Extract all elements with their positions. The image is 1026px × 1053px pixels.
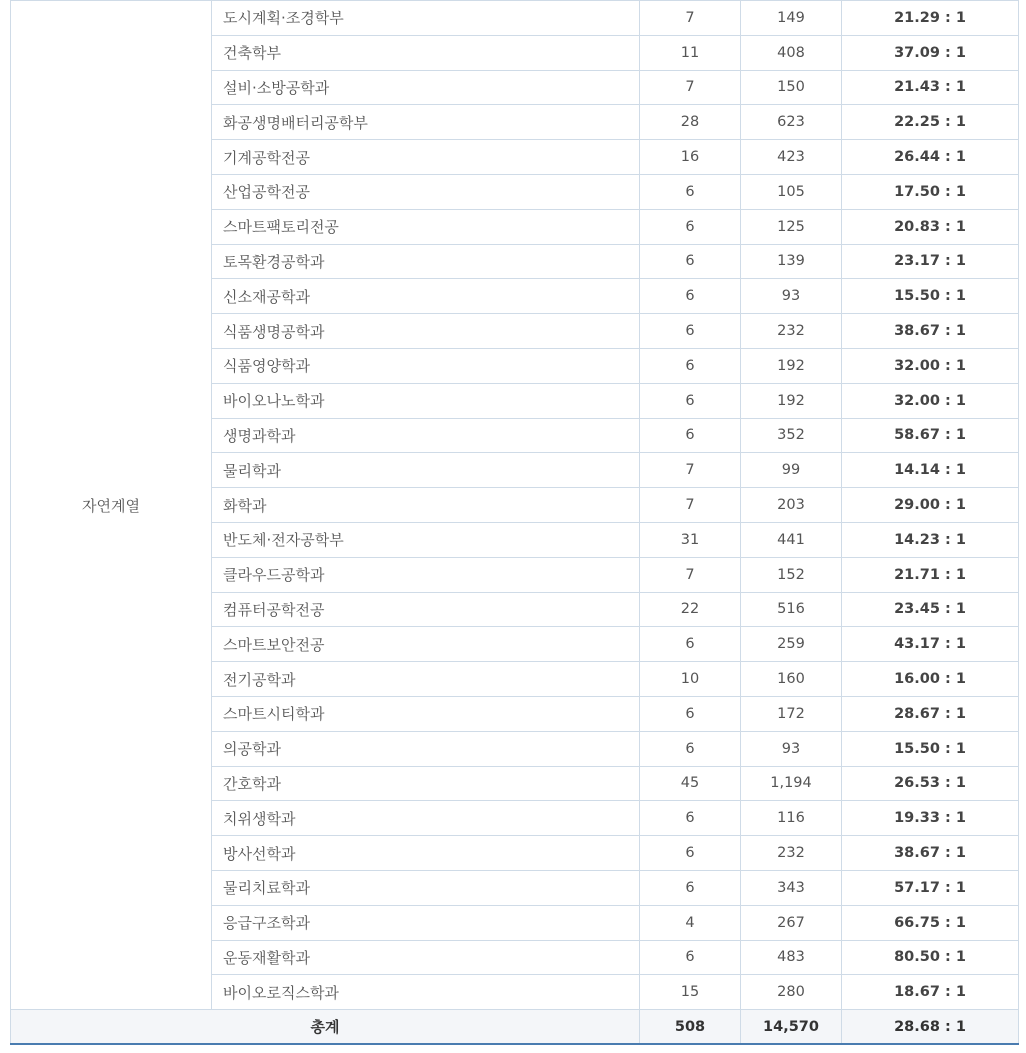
quota-cell: 6 bbox=[640, 279, 741, 314]
applicants-cell: 192 bbox=[741, 348, 842, 383]
applicants-cell: 172 bbox=[741, 696, 842, 731]
applicants-cell: 483 bbox=[741, 940, 842, 975]
applicants-cell: 105 bbox=[741, 174, 842, 209]
department-cell: 컴퓨터공학전공 bbox=[212, 592, 640, 627]
admission-ratio-table bbox=[10, 0, 1019, 1045]
department-cell: 신소재공학과 bbox=[212, 279, 640, 314]
department-cell: 클라우드공학과 bbox=[212, 557, 640, 592]
ratio-cell: 38.67 : 1 bbox=[842, 836, 1019, 871]
department-cell: 치위생학과 bbox=[212, 801, 640, 836]
applicants-cell: 259 bbox=[741, 627, 842, 662]
ratio-cell: 15.50 : 1 bbox=[842, 279, 1019, 314]
applicants-cell: 441 bbox=[741, 522, 842, 557]
ratio-cell: 18.67 : 1 bbox=[842, 975, 1019, 1010]
department-cell: 바이오나노학과 bbox=[212, 383, 640, 418]
ratio-cell: 23.45 : 1 bbox=[842, 592, 1019, 627]
ratio-cell: 57.17 : 1 bbox=[842, 870, 1019, 905]
applicants-cell: 125 bbox=[741, 209, 842, 244]
ratio-cell: 17.50 : 1 bbox=[842, 174, 1019, 209]
ratio-cell: 26.44 : 1 bbox=[842, 140, 1019, 175]
quota-cell: 6 bbox=[640, 418, 741, 453]
ratio-cell: 26.53 : 1 bbox=[842, 766, 1019, 801]
department-cell: 설비·소방공학과 bbox=[212, 70, 640, 105]
department-cell: 응급구조학과 bbox=[212, 905, 640, 940]
ratio-cell: 14.23 : 1 bbox=[842, 522, 1019, 557]
ratio-cell: 16.00 : 1 bbox=[842, 662, 1019, 697]
table-row bbox=[11, 1, 1019, 36]
category-cell: 자연계열 bbox=[11, 1, 212, 1010]
quota-cell: 11 bbox=[640, 35, 741, 70]
quota-cell: 15 bbox=[640, 975, 741, 1010]
applicants-cell: 149 bbox=[741, 1, 842, 36]
department-cell: 화학과 bbox=[212, 488, 640, 523]
quota-cell: 4 bbox=[640, 905, 741, 940]
total-label: 총계 bbox=[11, 1010, 640, 1045]
ratio-cell: 21.29 : 1 bbox=[842, 1, 1019, 36]
applicants-cell: 93 bbox=[741, 279, 842, 314]
applicants-cell: 203 bbox=[741, 488, 842, 523]
applicants-cell: 232 bbox=[741, 836, 842, 871]
table-body bbox=[11, 1, 1019, 1045]
department-cell: 생명과학과 bbox=[212, 418, 640, 453]
quota-cell: 6 bbox=[640, 314, 741, 349]
applicants-cell: 1,194 bbox=[741, 766, 842, 801]
applicants-cell: 267 bbox=[741, 905, 842, 940]
ratio-cell: 38.67 : 1 bbox=[842, 314, 1019, 349]
department-cell: 도시계획·조경학부 bbox=[212, 1, 640, 36]
applicants-cell: 99 bbox=[741, 453, 842, 488]
applicants-cell: 408 bbox=[741, 35, 842, 70]
ratio-cell: 20.83 : 1 bbox=[842, 209, 1019, 244]
quota-cell: 7 bbox=[640, 557, 741, 592]
ratio-cell: 32.00 : 1 bbox=[842, 348, 1019, 383]
applicants-cell: 232 bbox=[741, 314, 842, 349]
quota-cell: 22 bbox=[640, 592, 741, 627]
applicants-cell: 116 bbox=[741, 801, 842, 836]
quota-cell: 28 bbox=[640, 105, 741, 140]
total-applicants: 14,570 bbox=[741, 1010, 842, 1045]
quota-cell: 6 bbox=[640, 801, 741, 836]
ratio-cell: 43.17 : 1 bbox=[842, 627, 1019, 662]
applicants-cell: 93 bbox=[741, 731, 842, 766]
department-cell: 전기공학과 bbox=[212, 662, 640, 697]
quota-cell: 6 bbox=[640, 348, 741, 383]
quota-cell: 6 bbox=[640, 836, 741, 871]
ratio-cell: 21.71 : 1 bbox=[842, 557, 1019, 592]
department-cell: 산업공학전공 bbox=[212, 174, 640, 209]
quota-cell: 7 bbox=[640, 70, 741, 105]
quota-cell: 7 bbox=[640, 488, 741, 523]
department-cell: 물리치료학과 bbox=[212, 870, 640, 905]
quota-cell: 16 bbox=[640, 140, 741, 175]
applicants-cell: 280 bbox=[741, 975, 842, 1010]
quota-cell: 6 bbox=[640, 696, 741, 731]
ratio-cell: 15.50 : 1 bbox=[842, 731, 1019, 766]
department-cell: 스마트팩토리전공 bbox=[212, 209, 640, 244]
department-cell: 스마트시티학과 bbox=[212, 696, 640, 731]
department-cell: 건축학부 bbox=[212, 35, 640, 70]
ratio-cell: 37.09 : 1 bbox=[842, 35, 1019, 70]
quota-cell: 31 bbox=[640, 522, 741, 557]
department-cell: 스마트보안전공 bbox=[212, 627, 640, 662]
department-cell: 바이오로직스학과 bbox=[212, 975, 640, 1010]
department-cell: 물리학과 bbox=[212, 453, 640, 488]
quota-cell: 7 bbox=[640, 1, 741, 36]
department-cell: 화공생명배터리공학부 bbox=[212, 105, 640, 140]
total-quota: 508 bbox=[640, 1010, 741, 1045]
department-cell: 방사선학과 bbox=[212, 836, 640, 871]
ratio-cell: 66.75 : 1 bbox=[842, 905, 1019, 940]
ratio-cell: 22.25 : 1 bbox=[842, 105, 1019, 140]
ratio-cell: 28.67 : 1 bbox=[842, 696, 1019, 731]
applicants-cell: 192 bbox=[741, 383, 842, 418]
quota-cell: 7 bbox=[640, 453, 741, 488]
department-cell: 운동재활학과 bbox=[212, 940, 640, 975]
department-cell: 식품영양학과 bbox=[212, 348, 640, 383]
quota-cell: 6 bbox=[640, 731, 741, 766]
department-cell: 간호학과 bbox=[212, 766, 640, 801]
ratio-cell: 58.67 : 1 bbox=[842, 418, 1019, 453]
ratio-cell: 23.17 : 1 bbox=[842, 244, 1019, 279]
applicants-cell: 423 bbox=[741, 140, 842, 175]
applicants-cell: 152 bbox=[741, 557, 842, 592]
department-cell: 식품생명공학과 bbox=[212, 314, 640, 349]
applicants-cell: 623 bbox=[741, 105, 842, 140]
department-cell: 반도체·전자공학부 bbox=[212, 522, 640, 557]
ratio-cell: 19.33 : 1 bbox=[842, 801, 1019, 836]
applicants-cell: 150 bbox=[741, 70, 842, 105]
total-row bbox=[11, 1010, 1019, 1045]
quota-cell: 6 bbox=[640, 209, 741, 244]
ratio-cell: 21.43 : 1 bbox=[842, 70, 1019, 105]
quota-cell: 6 bbox=[640, 174, 741, 209]
quota-cell: 6 bbox=[640, 244, 741, 279]
quota-cell: 6 bbox=[640, 940, 741, 975]
quota-cell: 6 bbox=[640, 383, 741, 418]
quota-cell: 6 bbox=[640, 870, 741, 905]
ratio-cell: 80.50 : 1 bbox=[842, 940, 1019, 975]
applicants-cell: 352 bbox=[741, 418, 842, 453]
department-cell: 토목환경공학과 bbox=[212, 244, 640, 279]
ratio-cell: 32.00 : 1 bbox=[842, 383, 1019, 418]
applicants-cell: 516 bbox=[741, 592, 842, 627]
ratio-cell: 14.14 : 1 bbox=[842, 453, 1019, 488]
quota-cell: 6 bbox=[640, 627, 741, 662]
ratio-cell: 29.00 : 1 bbox=[842, 488, 1019, 523]
total-ratio: 28.68 : 1 bbox=[842, 1010, 1019, 1045]
department-cell: 기계공학전공 bbox=[212, 140, 640, 175]
quota-cell: 45 bbox=[640, 766, 741, 801]
applicants-cell: 160 bbox=[741, 662, 842, 697]
applicants-cell: 343 bbox=[741, 870, 842, 905]
applicants-cell: 139 bbox=[741, 244, 842, 279]
department-cell: 의공학과 bbox=[212, 731, 640, 766]
quota-cell: 10 bbox=[640, 662, 741, 697]
